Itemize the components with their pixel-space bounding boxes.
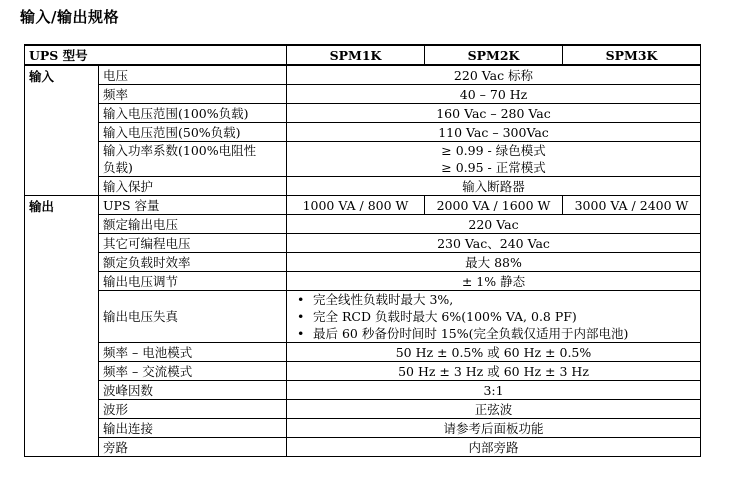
table-row (25, 343, 701, 362)
row-label: 电压 (99, 65, 287, 85)
row-value: 220 Vac (287, 215, 701, 234)
table-row (25, 419, 701, 438)
value-line: ≥ 0.99 - 绿色模式 (441, 143, 546, 158)
row-value: 160 Vac – 280 Vac (287, 104, 701, 123)
model-spm2k: SPM2K (425, 45, 563, 65)
model-spm3k: SPM3K (563, 45, 701, 65)
bullet: • (297, 292, 305, 307)
model-spm1k: SPM1K (287, 45, 425, 65)
row-label: 旁路 (99, 438, 287, 457)
row-value: 最大 88% (287, 253, 701, 272)
table-row (25, 123, 701, 142)
row-value: 3:1 (287, 381, 701, 400)
distortion-values (287, 291, 701, 343)
label-line: 输入功率系数(100%电阻性 (103, 143, 257, 158)
row-value: 正弦波 (287, 400, 701, 419)
list-item-text: 最后 60 秒备份时间时 15%(完全负载仅适用于内部电池) (313, 326, 629, 341)
row-value: 220 Vac 标称 (287, 65, 701, 85)
table-row (25, 234, 701, 253)
capacity-spm3k: 3000 VA / 2400 W (563, 196, 701, 215)
table-row (25, 253, 701, 272)
input-category: 输入 (25, 65, 99, 196)
bullet: • (297, 309, 305, 324)
row-label: 额定负载时效率 (99, 253, 287, 272)
table-row (25, 142, 701, 177)
row-label: 额定输出电压 (99, 215, 287, 234)
distortion-list (291, 291, 696, 342)
row-label: 输入电压范围(100%负载) (99, 104, 287, 123)
row-label: 波峰因数 (99, 381, 287, 400)
row-label: 波形 (99, 400, 287, 419)
bullet: • (297, 326, 305, 341)
table-row (25, 104, 701, 123)
row-label: 频率 – 交流模式 (99, 362, 287, 381)
row-value (287, 142, 701, 177)
value-line: ≥ 0.95 - 正常模式 (441, 160, 546, 175)
output-category: 输出 (25, 196, 99, 457)
row-label: 频率 (99, 85, 287, 104)
row-label: 其它可编程电压 (99, 234, 287, 253)
capacity-spm2k: 2000 VA / 1600 W (425, 196, 563, 215)
table-row (25, 85, 701, 104)
capacity-spm1k: 1000 VA / 800 W (287, 196, 425, 215)
table-row (25, 177, 701, 196)
spec-table (24, 44, 701, 457)
row-value: 110 Vac – 300Vac (287, 123, 701, 142)
row-label: 输入保护 (99, 177, 287, 196)
row-value: 230 Vac、240 Vac (287, 234, 701, 253)
table-row (25, 272, 701, 291)
table-row (25, 215, 701, 234)
list-item-text: 完全线性负载时最大 3%, (313, 292, 454, 307)
row-value: ± 1% 静态 (287, 272, 701, 291)
row-label: 输出电压失真 (99, 291, 287, 343)
table-row (25, 291, 701, 343)
row-label: 输入电压范围(50%负载) (99, 123, 287, 142)
list-item-text: 完全 RCD 负载时最大 6%(100% VA, 0.8 PF) (313, 309, 577, 324)
header-row (25, 45, 701, 65)
table-row (25, 400, 701, 419)
row-value: 40 – 70 Hz (287, 85, 701, 104)
table-row (25, 438, 701, 457)
row-label: 输出连接 (99, 419, 287, 438)
row-value: 50 Hz ± 3 Hz 或 60 Hz ± 3 Hz (287, 362, 701, 381)
row-value: 输入断路器 (287, 177, 701, 196)
model-header-label: UPS 型号 (25, 45, 287, 65)
row-value: 请参考后面板功能 (287, 419, 701, 438)
row-label: 频率 – 电池模式 (99, 343, 287, 362)
label-line: 负载) (103, 160, 133, 175)
table-row (25, 65, 701, 85)
row-label: 输出电压调节 (99, 272, 287, 291)
table-row (25, 381, 701, 400)
section-heading: 输入/输出规格 (20, 8, 119, 26)
row-value: 50 Hz ± 0.5% 或 60 Hz ± 0.5% (287, 343, 701, 362)
list-item (297, 325, 696, 342)
table-row (25, 362, 701, 381)
list-item (297, 291, 696, 308)
row-label: UPS 容量 (99, 196, 287, 215)
table-row (25, 196, 701, 215)
row-label (99, 142, 287, 177)
list-item (297, 308, 696, 325)
row-value: 内部旁路 (287, 438, 701, 457)
